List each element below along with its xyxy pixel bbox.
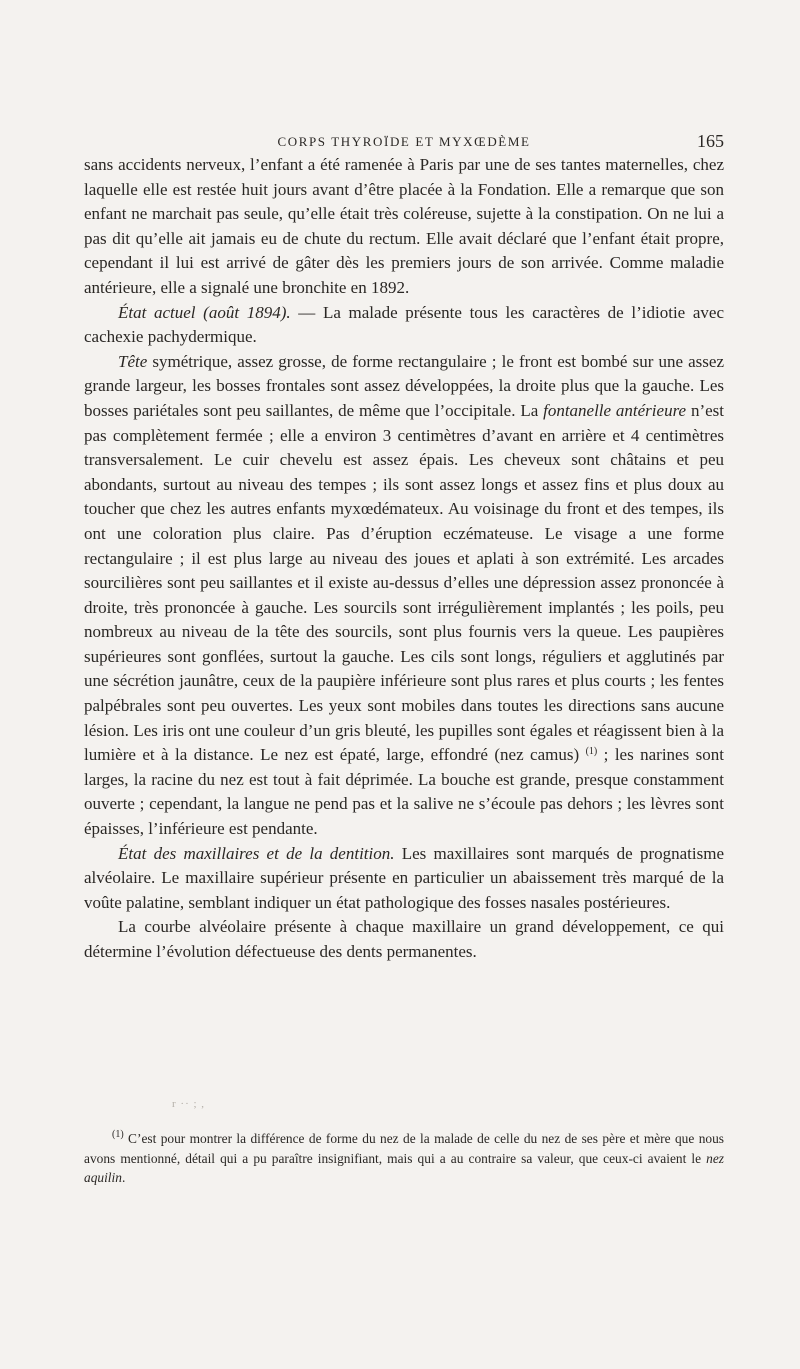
section-label-tete: Tête [118, 351, 148, 371]
section-label-maxillaires: État des maxillaires et de la dentition. [118, 843, 395, 863]
paragraph-text: — La malade présente tous les caractères de l’idiotie avec cachexie pachydermique. [84, 302, 725, 347]
paragraph-continuation [84, 153, 724, 301]
term-fontanelle: fontanelle antérieure [543, 400, 687, 420]
paragraph-text: La courbe alvéolaire présente à chaque maxillaire un grand développement, ce qui détermine l’évolution défectueuse des dents permanentes. [84, 917, 724, 961]
paragraph-courbe-alveolaire [84, 915, 724, 964]
paragraph-maxillaires [84, 842, 724, 916]
body-text [84, 153, 724, 965]
stray-ink-mark: r ·· ; , [172, 1098, 206, 1110]
footnote-text: C’est pour montrer la différence de forme du nez de la malade de celle du nez de ses père et mère que nous avons mentionné, détail qui a pu paraître insignifiant, mais qui a au contraire sa valeur, que ceux-ci avaient le [84, 1131, 724, 1166]
footnote-term: nez aquilin [84, 1150, 724, 1185]
paragraph-text: Les maxillaires sont marqués de prognatisme alvéolaire. Le maxillaire supérieur présente en particulier un abaissement très marqué de la voûte palatine, semblant indiquer un état pathologique des fosses nasales postérieures. [84, 843, 725, 912]
paragraph-text: symétrique, assez grosse, de forme rectangulaire ; le front est bombé sur une assez grande largeur, les bosses frontales sont assez développées, la droite plus que la gauche. Les bosses pariétales sont peu saillantes, de même que l’occipitale. La [84, 351, 724, 420]
footnote-text-end: . [121, 1170, 126, 1185]
paragraph-text: n’est pas complètement fermée ; elle a environ 3 centimètres d’avant en arrière et 4 centimètres transversalement. Le cuir chevelu est assez épais. Les cheveux sont châtains et peu abondants, surtout au niveau des tempes ; ils sont assez longs et assez fins et plus doux au toucher que chez les autres enfants myxœdémateux. Au voisinage du front et des tempes, ils ont une coloration plus claire. Pas d’éruption eczémateuse. Le visage a une forme rectangulaire ; il est plus large au niveau des joues et aplati à son extrémité. Les arcades sourcilières sont peu saillantes et il existe au-dessus d’elles une dépression assez prononcée à droite, très prononcée à gauche. Les sourcils sont irrégulièrement implantés ; les poils, peu nombreux au niveau de la tête des sourcils, sont plus fournis vers la queue. Les paupières supérieures sont gonflées, surtout la gauche. Les cils sont longs, réguliers et agglutinés par une sécrétion jaunâtre, ceux de la paupière inférieure sont plus rares et plus courts ; les fentes palpébrales sont peu ouvertes. Les yeux sont mobiles dans toutes les directions sans aucune lésion. Les iris ont une couleur d’un gris bleuté, les pupilles sont égales et réagissent bien à la lumière et à la distance. Le nez est épaté, large, effondré (nez camus) [84, 400, 724, 765]
paragraph-text: sans accidents nerveux, l’enfant a été ramenée à Paris par une de ses tantes maternelles, chez laquelle elle est restée huit jours avant d’être placée à la Fondation. Elle a remarque que son enfant ne marchait pas seule, qu’elle était très coléreuse, sujette à la constipation. On ne lui a pas dit qu’elle ait jamais eu de chute du rectum. Elle avait déclaré que l’enfant était propre, cependant il lui est arrivé de gâter dès les premiers jours de son arrivée. Comme maladie antérieure, elle a signalé une bronchite en 1892. [84, 155, 724, 297]
paragraph-tete [84, 350, 724, 842]
running-head [84, 132, 724, 154]
page-number: 165 [697, 131, 724, 151]
footnote-reference: (1) [585, 746, 598, 758]
footnote [84, 1129, 724, 1188]
paragraph-text: ; les narines sont larges, la racine du nez est tout à fait déprimée. La bouche est grande, presque constamment ouverte ; cependant, la langue ne pend pas et la salive ne s’écoule pas dehors ; les lèvres sont épaisses, l’inférieure est pendante. [84, 745, 724, 839]
paragraph-etat-actuel [84, 301, 724, 350]
section-label-etat-actuel: État actuel (août 1894). [118, 302, 291, 322]
footnote-marker: (1) [112, 1129, 124, 1140]
running-title: CORPS THYROÏDE ET MYXŒDÈME [277, 134, 531, 149]
